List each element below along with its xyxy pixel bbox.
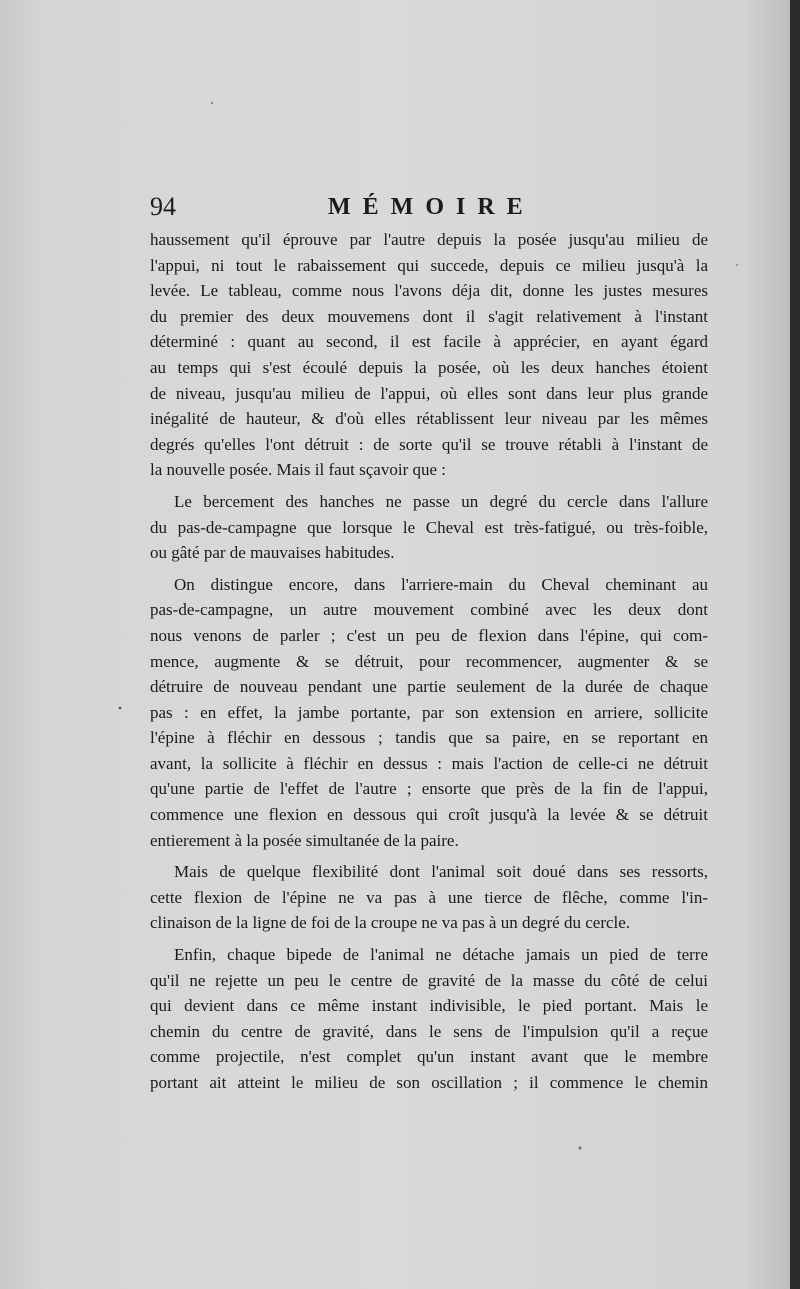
text-line: comme projectile, n'est complet qu'un instant avant que le membre: [150, 1047, 708, 1067]
text-line: mence, augmente & se détruit, pour recommencer, augmenter & se: [150, 651, 708, 671]
text-line: Mais de quelque flexibilité dont l'animal soit doué dans ses ressorts,: [174, 862, 708, 882]
text-line: de niveau, jusqu'au milieu de l'appui, où elles sont dans leur plus grande: [150, 383, 708, 403]
text-line: du pas-de-campagne que lorsque le Cheval est très-fatigué, ou très-foible,: [150, 517, 708, 537]
text-line: l'appui, ni tout le rabaissement qui succede, depuis ce milieu jusqu'à la: [150, 255, 708, 275]
paragraph: [150, 489, 708, 566]
text-line: avant, la sollicite à fléchir en dessus : mais l'action de celle-ci ne détruit: [150, 753, 708, 773]
text-line: inégalité de hauteur, & d'où elles rétablissent leur niveau par les mêmes: [150, 409, 708, 429]
text-line: portant ait atteint le milieu de son oscillation ; il commence le chemin: [150, 1073, 708, 1092]
text-line: ou gâté par de mauvaises habitudes.: [150, 543, 395, 563]
text-line: entierement à la posée simultanée de la paire.: [150, 830, 459, 850]
text-line: degrés qu'elles l'ont détruit : de sorte qu'il se trouve rétabli à l'instant de: [150, 434, 708, 454]
paragraph: [150, 942, 708, 1096]
text-line: On distingue encore, dans l'arriere-main du Cheval cheminant au: [174, 574, 708, 594]
text-line: clinaison de la ligne de foi de la croupe ne va pas à un degré du cercle.: [150, 913, 631, 933]
running-head: MÉMOIRE: [328, 194, 535, 220]
text-line: détruire de nouveau pendant une partie seulement de la durée de chaque: [150, 677, 708, 697]
text-line: chemin du centre de gravité, dans le sens de l'impulsion qu'il a reçue: [150, 1021, 708, 1041]
text-line: au temps qui s'est écoulé depuis la posée, où les deux hanches étoient: [150, 357, 708, 377]
paragraph: [150, 572, 708, 854]
text-line: la nouvelle posée. Mais il faut sçavoir que :: [150, 460, 446, 480]
text-line: Enfin, chaque bipede de l'animal ne détache jamais un pied de terre: [174, 945, 708, 965]
page-edge: [790, 0, 800, 1289]
page-number: 94: [150, 192, 176, 221]
text-line: pas-de-campagne, un autre mouvement combiné avec les deux dont: [150, 600, 708, 620]
text-line: qui devient dans ce même instant indivisible, le pied portant. Mais le: [150, 996, 708, 1016]
text-line: l'épine à fléchir en dessous ; tandis que sa paire, en se reportant en: [150, 728, 708, 748]
text-line: qu'une partie de l'effet de l'autre ; ensorte que près de la fin de l'appui,: [150, 779, 708, 799]
text-line: du premier des deux mouvemens dont il s'agit relativement à l'instant: [150, 306, 708, 326]
text-line: cette flexion de l'épine ne va pas à une tierce de flêche, comme l'in-: [150, 887, 708, 907]
text-line: qu'il ne rejette un peu le centre de gravité de la masse du côté de celui: [150, 970, 708, 990]
text-line: levée. Le tableau, comme nous l'avons déja dit, donne les justes mesures: [150, 281, 708, 301]
body-text: [150, 227, 708, 1096]
page-header: [150, 190, 710, 224]
paragraph: [150, 227, 708, 483]
paragraph: [150, 859, 708, 936]
text-line: déterminé : quant au second, il est facile à apprécier, en ayant égard: [150, 332, 708, 352]
text-line: Le bercement des hanches ne passe un degré du cercle dans l'allure: [174, 491, 708, 511]
text-line: commence une flexion en dessous qui croît jusqu'à la levée & se détruit: [150, 805, 708, 825]
text-line: nous venons de parler ; c'est un peu de flexion dans l'épine, qui com-: [150, 625, 708, 645]
text-line: pas : en effet, la jambe portante, par son extension en arriere, sollicite: [150, 702, 708, 722]
text-line: haussement qu'il éprouve par l'autre depuis la posée jusqu'au milieu de: [150, 230, 708, 249]
